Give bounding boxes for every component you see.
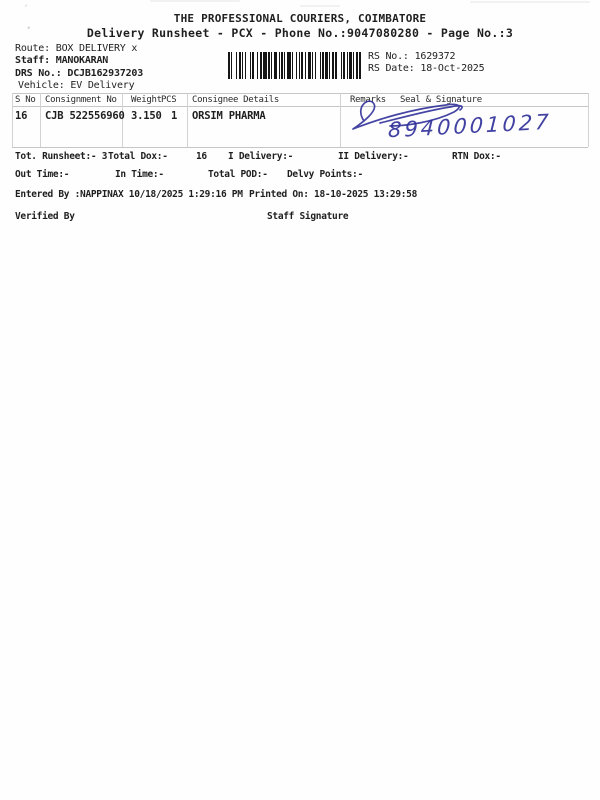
vehicle-line: Vehicle: EV Delivery bbox=[18, 80, 135, 91]
in-time: In Time:- bbox=[115, 169, 164, 180]
route-line: Route: BOX DELIVERY x bbox=[15, 43, 138, 54]
staff-signature-label: Staff Signature bbox=[267, 211, 349, 222]
total-pod: Total POD:- bbox=[208, 169, 268, 180]
cell-sno: 16 bbox=[15, 110, 28, 122]
i-delivery: I Delivery:- bbox=[228, 151, 294, 162]
staff-line: Staff: MANOKARAN bbox=[15, 55, 109, 66]
ii-delivery: II Delivery:- bbox=[338, 151, 409, 162]
scan-mark: • bbox=[26, 24, 32, 34]
delvy-points: Delvy Points:- bbox=[287, 169, 363, 180]
cell-pcs: 1 bbox=[171, 110, 178, 122]
out-time: Out Time:- bbox=[15, 169, 70, 180]
cell-weight: 3.150 bbox=[131, 110, 162, 122]
table-border-col bbox=[40, 93, 41, 147]
rtn-dox: RTN Dox:- bbox=[452, 151, 501, 162]
col-header-seal-signature: Seal & Signature bbox=[400, 95, 482, 105]
scan-smudge bbox=[300, 5, 340, 7]
table-border-left bbox=[12, 93, 13, 147]
runsheet-subtitle: Delivery Runsheet - PCX - Phone No.:9047080280 - Page No.:3 bbox=[86, 26, 514, 40]
cell-consignee: ORSIM PHARMA bbox=[192, 110, 266, 122]
table-border-col bbox=[340, 93, 341, 147]
col-header-consignee: Consignee Details bbox=[192, 95, 280, 105]
entered-by: Entered By :NAPPINAX 10/18/2025 1:29:16 PM bbox=[15, 189, 243, 200]
printed-on: Printed On: 18-10-2025 13:29:58 bbox=[249, 189, 418, 200]
scan-smudge bbox=[150, 0, 240, 2]
table-border-col bbox=[187, 93, 188, 147]
rs-number: RS No.: 1629372 bbox=[368, 51, 456, 62]
col-header-consignment: Consignment No bbox=[45, 95, 117, 105]
company-title: THE PROFESSIONAL COURIERS, COIMBATORE bbox=[173, 12, 427, 25]
total-dox-value: 16 bbox=[196, 151, 207, 162]
table-border-right bbox=[588, 93, 589, 147]
scan-smudge bbox=[470, 1, 590, 3]
col-header-sno: S No bbox=[15, 95, 36, 105]
scan-mark: ʼ bbox=[20, 3, 29, 15]
col-header-remarks: Remarks bbox=[350, 95, 386, 105]
table-border-top bbox=[12, 93, 588, 94]
col-header-weight: Weight bbox=[131, 95, 162, 105]
col-header-pcs: PCS bbox=[161, 95, 177, 105]
total-dox-label: Total Dox:- bbox=[108, 151, 168, 162]
drs-number-line: DRS No.: DCJB162937203 bbox=[15, 68, 144, 79]
verified-by: Verified By bbox=[15, 211, 75, 222]
signature-handwritten-number: 8940001027 bbox=[387, 109, 553, 143]
total-runsheet: Tot. Runsheet:- 3 bbox=[15, 151, 108, 162]
rs-barcode bbox=[228, 52, 364, 79]
rs-date: RS Date: 18-Oct-2025 bbox=[368, 63, 485, 74]
cell-consignment-no: CJB 522556960 bbox=[45, 110, 125, 122]
